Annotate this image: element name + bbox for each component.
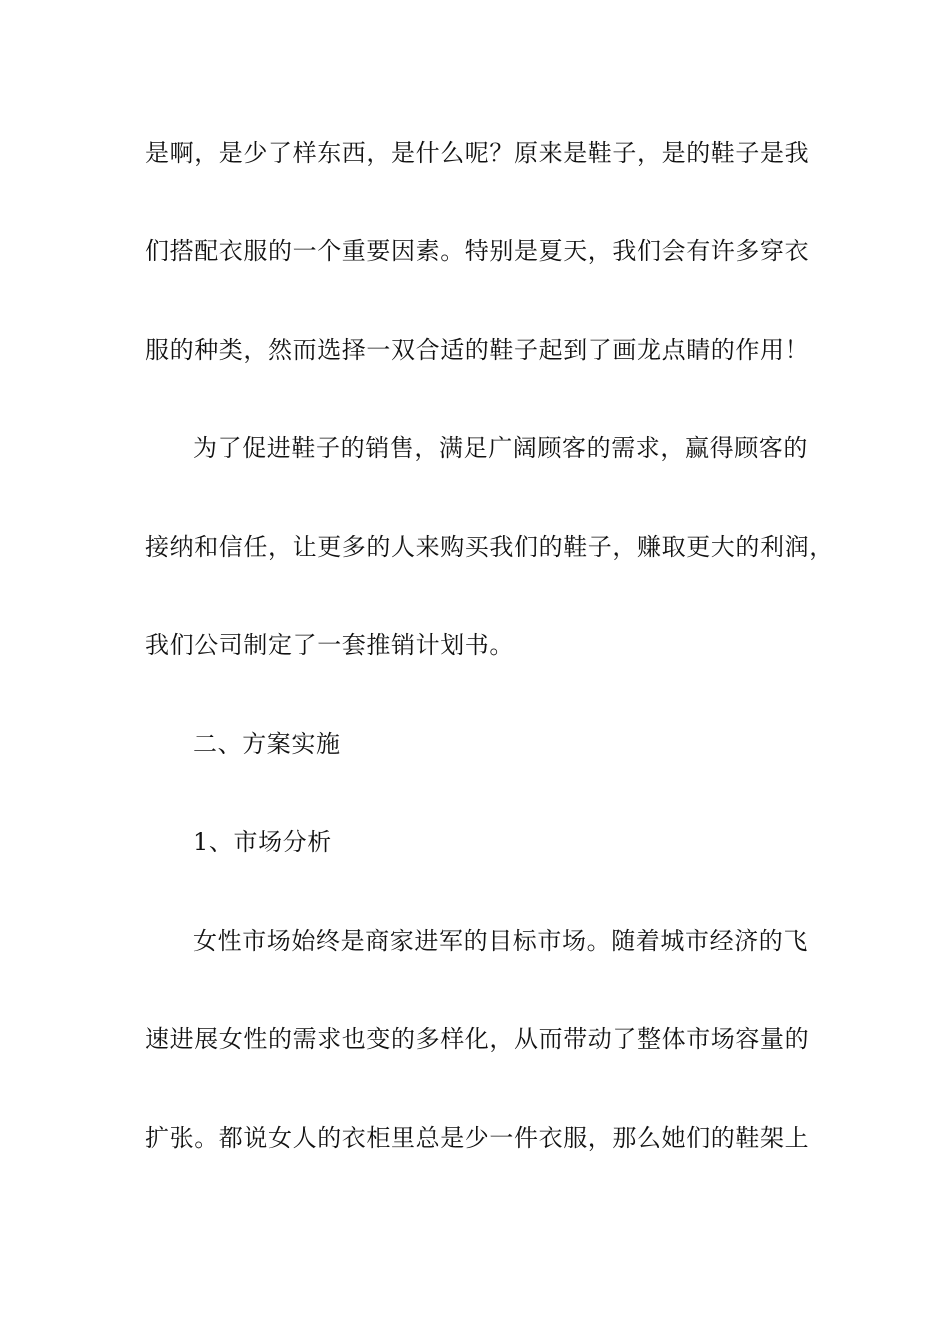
subsection-heading: 1、市场分析 [193, 828, 332, 856]
paragraph-line: 是啊，是少了样东西，是什么呢？原来是鞋子，是的鞋子是我 [145, 139, 810, 167]
paragraph-line: 服的种类，然而选择一双合适的鞋子起到了画龙点睛的作用！ [145, 336, 810, 364]
paragraph-line: 女性市场始终是商家进军的目标市场。随着城市经济的飞 [193, 927, 808, 955]
paragraph-line: 我们公司制定了一套推销计划书。 [145, 631, 514, 659]
paragraph-line: 为了促进鞋子的销售，满足广阔顾客的需求，赢得顾客的 [193, 434, 808, 462]
paragraph-line: 速进展女性的需求也变的多样化，从而带动了整体市场容量的 [145, 1025, 810, 1053]
paragraph-line: 接纳和信任，让更多的人来购买我们的鞋子，赚取更大的利润， [145, 533, 834, 561]
paragraph-line: 们搭配衣服的一个重要因素。特别是夏天，我们会有许多穿衣 [145, 237, 810, 265]
section-heading: 二、方案实施 [193, 730, 341, 758]
paragraph-line: 扩张。都说女人的衣柜里总是少一件衣服，那么她们的鞋架上 [145, 1124, 810, 1152]
